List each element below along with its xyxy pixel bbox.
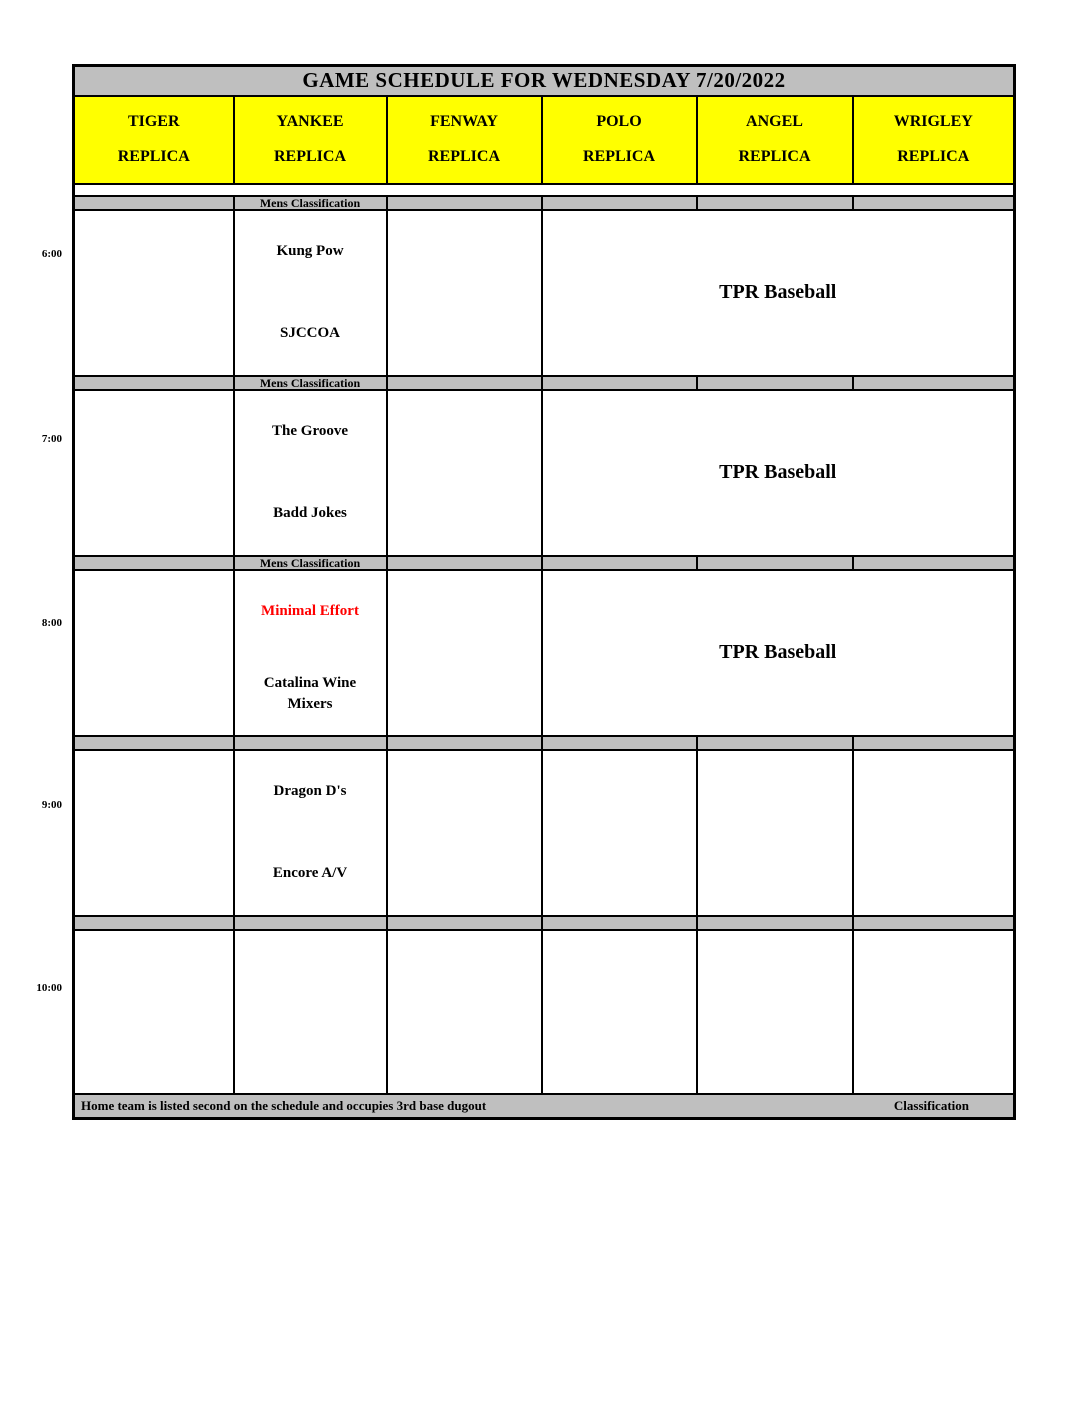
classification-band-9pm bbox=[74, 736, 1015, 750]
field-name: POLO bbox=[596, 113, 642, 131]
page-title: GAME SCHEDULE FOR WEDNESDAY 7/20/2022 bbox=[74, 66, 1015, 96]
classification-band-10pm bbox=[74, 916, 1015, 930]
cell-yankee-8pm bbox=[234, 570, 387, 736]
cell-polo-9pm bbox=[542, 750, 697, 916]
cell-wrigley-9pm bbox=[853, 750, 1015, 916]
cell-fenway-6pm bbox=[387, 210, 542, 376]
home-team: SJCCOA bbox=[279, 325, 340, 342]
away-team: Kung Pow bbox=[276, 243, 344, 260]
cell-tiger-9pm bbox=[74, 750, 234, 916]
reserved-block-6pm: TPR Baseball bbox=[542, 210, 1015, 376]
cell-fenway-10pm bbox=[387, 930, 542, 1094]
column-header-wrigley bbox=[853, 96, 1015, 184]
time-label: 8:00 bbox=[41, 617, 62, 629]
reserved-block-8pm: TPR Baseball bbox=[542, 570, 1015, 736]
home-team: Badd Jokes bbox=[273, 505, 347, 522]
title-row bbox=[74, 66, 1015, 96]
field-name: WRIGLEY bbox=[893, 113, 973, 131]
cell-yankee-6pm bbox=[234, 210, 387, 376]
home-team: Catalina Wine Mixers bbox=[263, 675, 357, 712]
classification-band-6pm bbox=[74, 196, 1015, 210]
classification-label bbox=[234, 916, 387, 930]
cell-wrigley-10pm bbox=[853, 930, 1015, 1094]
cell-yankee-9pm bbox=[234, 750, 387, 916]
field-header-row bbox=[74, 96, 1015, 184]
cell-tiger-10pm bbox=[74, 930, 234, 1094]
column-header-fenway bbox=[387, 96, 542, 184]
game-row-7pm bbox=[74, 390, 1015, 556]
home-team: Encore A/V bbox=[272, 865, 348, 882]
classification-label bbox=[234, 736, 387, 750]
time-label: 9:00 bbox=[41, 799, 62, 811]
column-header-polo bbox=[542, 96, 697, 184]
field-type: REPLICA bbox=[897, 147, 970, 165]
time-label: 6:00 bbox=[41, 248, 62, 260]
cell-fenway-9pm bbox=[387, 750, 542, 916]
game-row-6pm bbox=[74, 210, 1015, 376]
field-name: ANGEL bbox=[746, 113, 803, 131]
classification-band-7pm bbox=[74, 376, 1015, 390]
cell-angel-9pm bbox=[697, 750, 853, 916]
cell-tiger-6pm bbox=[74, 210, 234, 376]
reserved-block-7pm: TPR Baseball bbox=[542, 390, 1015, 556]
classification-band-8pm bbox=[74, 556, 1015, 570]
field-type: REPLICA bbox=[738, 147, 811, 165]
cell-fenway-8pm bbox=[387, 570, 542, 736]
game-row-8pm bbox=[74, 570, 1015, 736]
field-type: REPLICA bbox=[273, 147, 346, 165]
classification-label: Mens Classification bbox=[234, 196, 387, 210]
spacer-row bbox=[74, 184, 1015, 196]
cell-yankee-7pm bbox=[234, 390, 387, 556]
field-name: YANKEE bbox=[276, 113, 344, 131]
game-row-9pm bbox=[74, 750, 1015, 916]
game-row-10pm bbox=[74, 930, 1015, 1094]
field-type: REPLICA bbox=[117, 147, 190, 165]
field-type: REPLICA bbox=[427, 147, 500, 165]
cell-yankee-10pm bbox=[234, 930, 387, 1094]
cell-tiger-8pm bbox=[74, 570, 234, 736]
classification-label: Mens Classification bbox=[234, 556, 387, 570]
column-header-yankee bbox=[234, 96, 387, 184]
column-header-angel bbox=[697, 96, 853, 184]
cell-fenway-7pm bbox=[387, 390, 542, 556]
field-type: REPLICA bbox=[582, 147, 655, 165]
field-name: FENWAY bbox=[430, 113, 498, 131]
away-team: The Groove bbox=[272, 423, 348, 440]
away-team: Dragon D's bbox=[273, 783, 347, 800]
cell-tiger-7pm bbox=[74, 390, 234, 556]
schedule-table bbox=[72, 64, 1016, 1120]
classification-note: Classification bbox=[893, 1097, 970, 1113]
column-header-tiger bbox=[74, 96, 234, 184]
away-team: Minimal Effort bbox=[261, 603, 359, 620]
footer-row bbox=[74, 1094, 1015, 1119]
time-label: 7:00 bbox=[41, 433, 62, 445]
cell-polo-10pm bbox=[542, 930, 697, 1094]
home-team-note: Home team is listed second on the schedule and occupies 3rd base dugout bbox=[81, 1097, 487, 1113]
field-name: TIGER bbox=[127, 113, 180, 131]
time-label: 10:00 bbox=[36, 982, 62, 994]
cell-angel-10pm bbox=[697, 930, 853, 1094]
classification-label: Mens Classification bbox=[234, 376, 387, 390]
